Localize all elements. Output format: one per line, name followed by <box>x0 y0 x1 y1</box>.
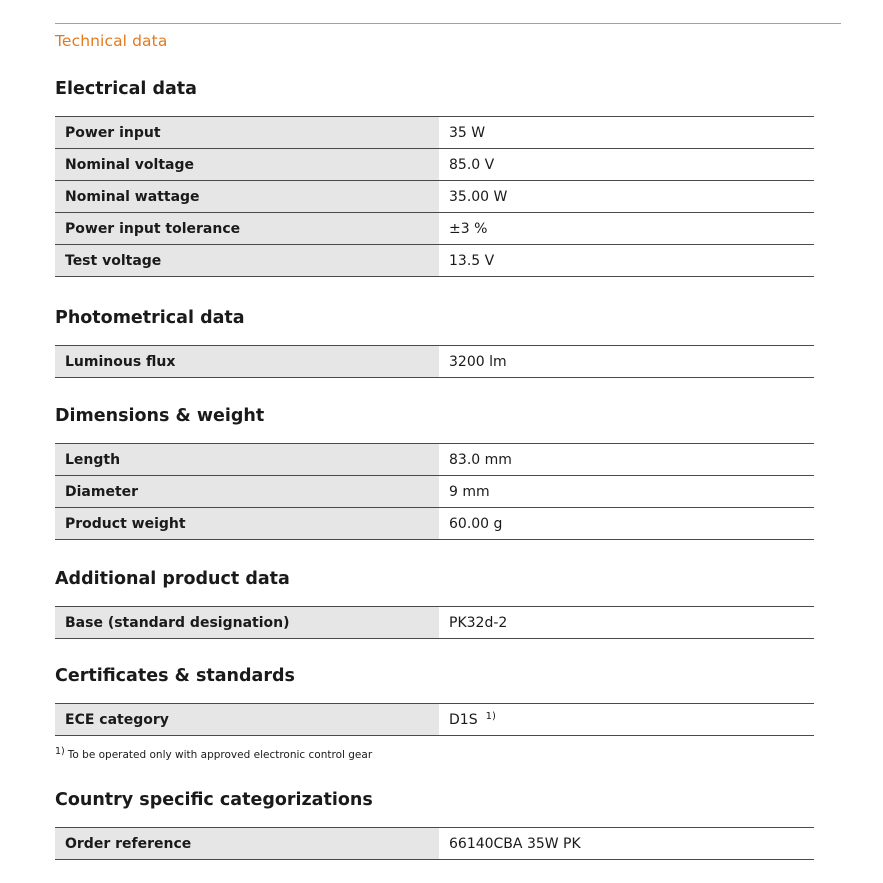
row-label: Nominal wattage <box>55 181 439 213</box>
row-value: 9 mm <box>439 476 814 508</box>
certificates-standards-table <box>55 703 814 736</box>
photometrical-data-table <box>55 345 814 378</box>
table-row <box>55 476 814 508</box>
table-row <box>55 213 814 245</box>
section-heading-country: Country specific categorizations <box>55 790 373 810</box>
section-heading-photometrical: Photometrical data <box>55 308 245 328</box>
row-label: Power input <box>55 117 439 149</box>
row-label: Order reference <box>55 828 439 860</box>
table-row <box>55 117 814 149</box>
row-label: Test voltage <box>55 245 439 277</box>
page-title: Technical data <box>55 32 168 50</box>
footnote-text: To be operated only with approved electronic control gear <box>67 749 373 761</box>
row-value: 66140CBA 35W PK <box>439 828 814 860</box>
row-label: Nominal voltage <box>55 149 439 181</box>
dimensions-weight-table <box>55 443 814 540</box>
section-heading-additional: Additional product data <box>55 569 290 589</box>
row-value: 3200 lm <box>439 346 814 378</box>
section-heading-dimensions: Dimensions & weight <box>55 406 265 426</box>
row-value <box>439 704 814 736</box>
row-value: 83.0 mm <box>439 444 814 476</box>
row-label: Luminous flux <box>55 346 439 378</box>
row-label: Base (standard designation) <box>55 607 439 639</box>
footnote-marker: 1) <box>485 711 496 722</box>
table-row <box>55 704 814 736</box>
table-row <box>55 149 814 181</box>
electrical-data-table <box>55 116 814 277</box>
section-heading-certificates: Certificates & standards <box>55 666 295 686</box>
table-row <box>55 181 814 213</box>
table-row <box>55 245 814 277</box>
top-divider <box>55 23 841 24</box>
row-value: PK32d-2 <box>439 607 814 639</box>
footnote <box>55 746 372 761</box>
row-value: ±3 % <box>439 213 814 245</box>
row-value: 35.00 W <box>439 181 814 213</box>
row-value: 35 W <box>439 117 814 149</box>
row-label: Length <box>55 444 439 476</box>
row-label: Diameter <box>55 476 439 508</box>
country-categorizations-table <box>55 827 814 860</box>
row-value: 60.00 g <box>439 508 814 540</box>
ece-category-value: D1S <box>449 712 478 728</box>
table-row <box>55 508 814 540</box>
footnote-marker: 1) <box>55 746 65 757</box>
section-heading-electrical: Electrical data <box>55 79 197 99</box>
table-row <box>55 444 814 476</box>
additional-product-data-table <box>55 606 814 639</box>
row-label: Product weight <box>55 508 439 540</box>
row-label: ECE category <box>55 704 439 736</box>
row-value: 85.0 V <box>439 149 814 181</box>
table-row <box>55 607 814 639</box>
table-row <box>55 346 814 378</box>
row-label: Power input tolerance <box>55 213 439 245</box>
row-value: 13.5 V <box>439 245 814 277</box>
table-row <box>55 828 814 860</box>
